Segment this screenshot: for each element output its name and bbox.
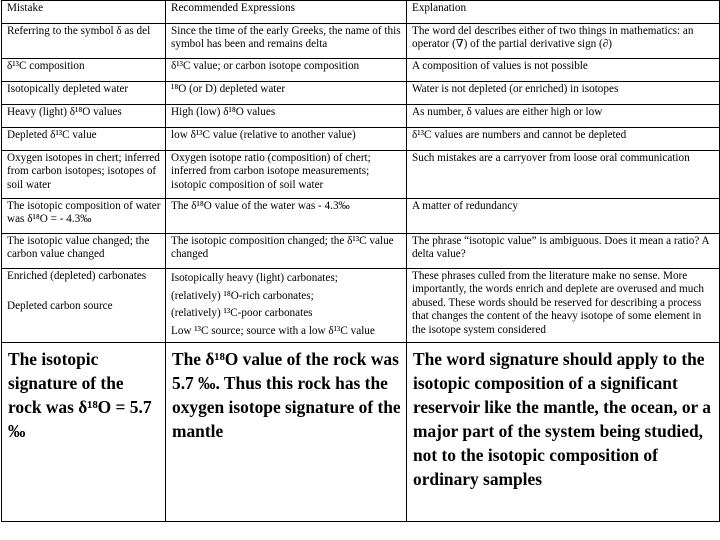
explanation-cell: A composition of values is not possible xyxy=(407,59,720,82)
explanation-cell: A matter of redundancy xyxy=(407,199,720,234)
table-row xyxy=(2,82,720,105)
mistake-cell: Depleted δ¹³C value xyxy=(2,128,166,151)
mistake-cell: The isotopic composition of water was δ¹⁸O = - 4.3‰ xyxy=(2,199,166,234)
isotope-terminology-table xyxy=(1,0,720,522)
table-header-row xyxy=(2,1,720,24)
recommended-cell: low δ¹³C value (relative to another value) xyxy=(166,128,407,151)
table-row xyxy=(2,105,720,128)
header-mistake: Mistake xyxy=(2,1,166,24)
mistake-line: Enriched (depleted) carbonates xyxy=(7,270,147,282)
table-row xyxy=(2,59,720,82)
recommended-cell: The δ¹⁸O value of the water was - 4.3‰ xyxy=(166,199,407,234)
table-row xyxy=(2,151,720,199)
recommended-cell: ¹⁸O (or D) depleted water xyxy=(166,82,407,105)
table-row xyxy=(2,234,720,269)
table-row xyxy=(2,128,720,151)
explanation-cell: As number, δ values are either high or low xyxy=(407,105,720,128)
recommended-cell xyxy=(166,269,407,343)
table-row-enrich-deplete xyxy=(2,269,720,343)
table-row xyxy=(2,199,720,234)
table-row-signature xyxy=(2,343,720,522)
recommended-cell: The δ¹⁸O value of the rock was 5.7 ‰. Thus this rock has the oxygen isotope signature of the mantle xyxy=(166,343,407,522)
mistake-cell: Oxygen isotopes in chert; inferred from carbon isotopes; isotopes of soil water xyxy=(2,151,166,199)
mistake-cell: Referring to the symbol δ as del xyxy=(2,24,166,59)
explanation-cell: Such mistakes are a carryover from loose oral communication xyxy=(407,151,720,199)
explanation-cell: The word signature should apply to the isotopic composition of a significant reservoir like the mantle, the ocean, or a major part of the system being studied, not to the isotopic composition of ordinary samples xyxy=(407,343,720,522)
table-row xyxy=(2,24,720,59)
recommended-cell: The isotopic composition changed; the δ¹³C value changed xyxy=(166,234,407,269)
explanation-cell: These phrases culled from the literature make no sense. More importantly, the words enrich and deplete are overused and much abused. These words should be reserved for describing a process that changes the content of the heavy isotope of some element in the isotope system considered xyxy=(407,269,720,343)
recommended-line: (relatively) ¹³C-poor carbonates xyxy=(171,307,313,320)
explanation-cell: The word del describes either of two things in mathematics: an operator (∇) of the partial derivative sign (∂) xyxy=(407,24,720,59)
mistake-cell xyxy=(2,269,166,343)
mistake-cell: δ¹³C composition xyxy=(2,59,166,82)
explanation-cell: The phrase “isotopic value” is ambiguous. Does it mean a ratio? A delta value? xyxy=(407,234,720,269)
recommended-cell: Oxygen isotope ratio (composition) of chert; inferred from carbon isotope measurements; isotopic composition of soil water xyxy=(166,151,407,199)
recommended-cell: δ¹³C value; or carbon isotope composition xyxy=(166,59,407,82)
mistake-cell: Isotopically depleted water xyxy=(2,82,166,105)
mistake-cell: The isotopic value changed; the carbon value changed xyxy=(2,234,166,269)
recommended-line: Isotopically heavy (light) carbonates; xyxy=(171,272,338,284)
recommended-line: Low ¹³C source; source with a low δ¹³C value xyxy=(171,324,375,337)
mistake-line: Depleted carbon source xyxy=(7,300,113,313)
recommended-cell: High (low) δ¹⁸O values xyxy=(166,105,407,128)
explanation-cell: δ¹³C values are numbers and cannot be depleted xyxy=(407,128,720,151)
mistake-cell: The isotopic signature of the rock was δ¹⁸O = 5.7 ‰ xyxy=(2,343,166,522)
header-explanation: Explanation xyxy=(407,1,720,24)
recommended-line: (relatively) ¹⁸O-rich carbonates; xyxy=(171,289,314,302)
recommended-cell: Since the time of the early Greeks, the name of this symbol has been and remains delta xyxy=(166,24,407,59)
mistake-cell: Heavy (light) δ¹⁸O values xyxy=(2,105,166,128)
explanation-cell: Water is not depleted (or enriched) in isotopes xyxy=(407,82,720,105)
header-recommended: Recommended Expressions xyxy=(166,1,407,24)
